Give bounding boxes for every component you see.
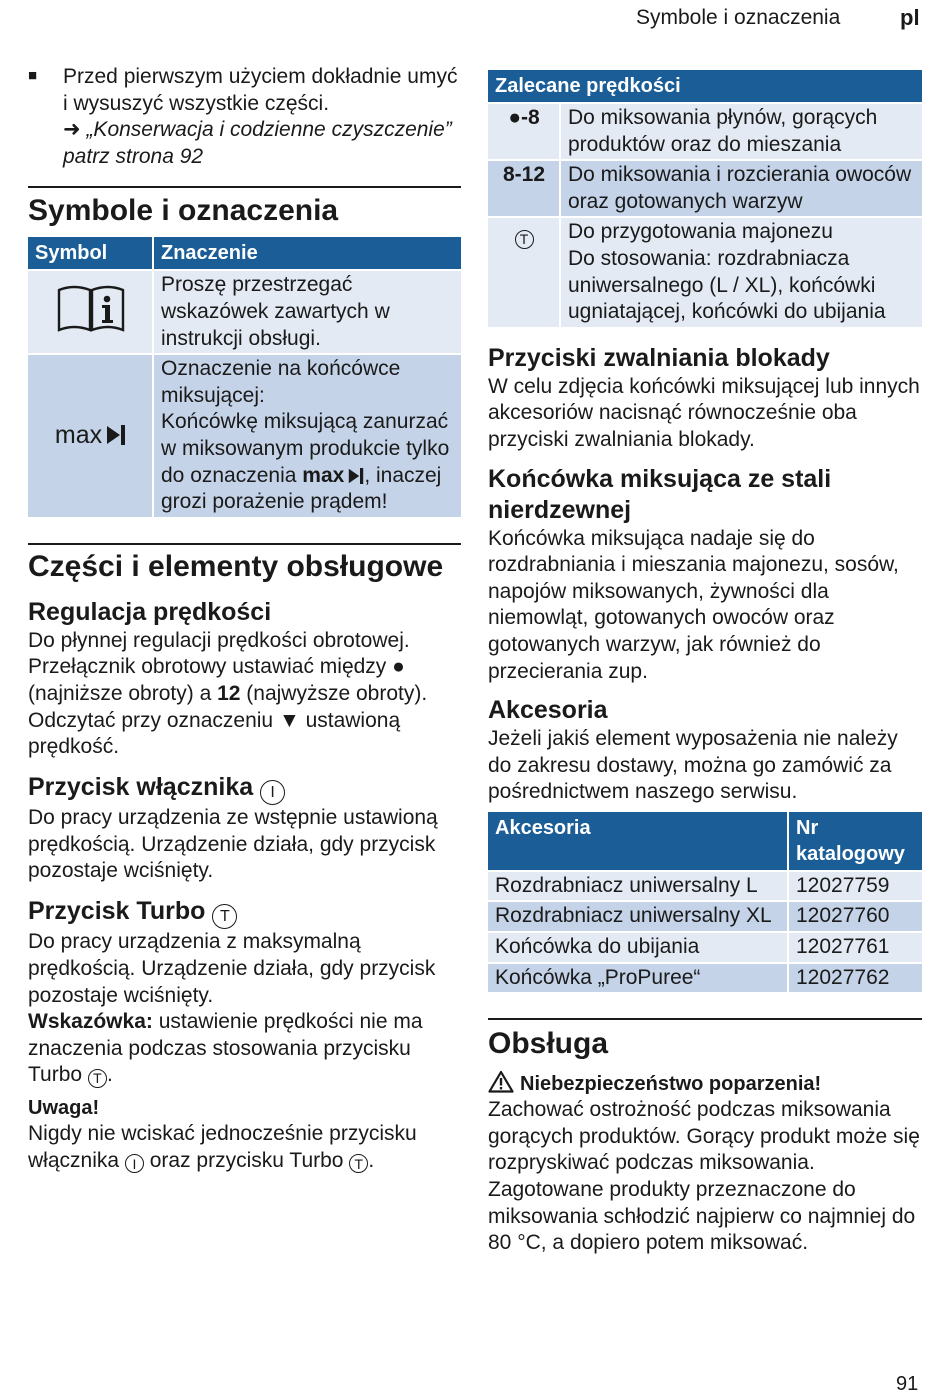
page-number: 91 (896, 1373, 919, 1395)
power-heading (28, 772, 461, 806)
turbo-icon: T (515, 230, 534, 249)
power-icon: I (260, 780, 285, 805)
speed-text-line-2: Do stosowania: rozdrabniacza uniwersalnego (L / XL), końcówki ugniatającej, końcówki do ubijania (568, 246, 886, 324)
power-text: Do pracy urządzenia ze wstępnie ustawioną prędkością. Urządzenie działa, gdy przycisk pozostaje wciśnięty. (28, 806, 438, 883)
speed-text-cell: Do miksowania płynów, gorących produktów oraz do mieszania (561, 104, 922, 159)
steel-text: Końcówka miksująca nadaje się do rozdrabniania i mieszania majonezu, sosów, napojów miksowanych, żywności dla niemowląt, gotowanych owoców oraz gotowanych warzyw, jak również do przecierania zup. (488, 526, 899, 683)
intro-reference (63, 117, 461, 170)
accessory-name: Końcówka „ProPuree“ (488, 964, 787, 993)
note-label: Uwaga! (28, 1097, 100, 1120)
table-row (488, 872, 922, 901)
meaning-cell: Proszę przestrzegać wskazówek zawartych w instrukcji obsługi. (154, 271, 461, 353)
hint-text (28, 1009, 461, 1089)
table-row (488, 161, 922, 216)
speed-symbol-cell: ●-8 (488, 104, 559, 159)
meaning-cell (154, 355, 461, 517)
intro-text: Przed pierwszym użyciem dokładnie umyć i wysuszyć wszystkie części. (63, 65, 458, 115)
turbo-heading (28, 896, 461, 930)
hint-end: . (106, 1063, 113, 1087)
max-mark-inline-label: max (302, 463, 345, 487)
max-mark-inline (302, 463, 364, 490)
manual-info-icon (56, 282, 126, 334)
power-icon: I (125, 1154, 144, 1173)
table-row (488, 902, 922, 931)
release-text: W celu zdjęcia końcówki miksującej lub innych akcesoriów nacisnąć równocześnie oba przyciski zwalniania blokady. (488, 374, 920, 451)
accessories-heading: Akcesoria (488, 696, 608, 725)
release-heading: Przyciski zwalniania blokady (488, 343, 830, 372)
accessory-name: Rozdrabniacz uniwersalny XL (488, 902, 787, 931)
table-row (488, 104, 922, 159)
speed-text-2: (najwyższe obroty). Odczytać przy oznaczeniu ▼ ustawioną prędkość. (28, 681, 428, 759)
hint-body: ustawienie prędkości nie ma znaczenia podczas stosowania przycisku Turbo (28, 1010, 423, 1087)
section-divider (488, 1018, 922, 1020)
running-header-title: Symbole i oznaczenia (636, 6, 841, 29)
accessory-nr: 12027762 (789, 964, 922, 993)
accessory-name: Końcówka do ubijania (488, 933, 787, 962)
intro-reference-text: „Konserwacja i codzienne czyszczenie” patrz strona 92 (63, 118, 452, 168)
right-column (488, 68, 922, 1257)
warning-text: Zachować ostrożność podczas miksowania gorących produktów. Gorący produkt może się rozpryskiwać podczas miksowania. Zagotowane produkty przeznaczone do miksowania schłodzić najpierw co najmniej do 80 °C, a dopiero potem miksować. (488, 1098, 920, 1255)
speed-text-cell (561, 218, 922, 326)
accessories-table (486, 810, 924, 994)
section-divider (28, 543, 461, 545)
bullet-marker: ■ (28, 67, 38, 84)
symbol-cell (28, 355, 152, 517)
arrow-icon: ➜ (63, 118, 81, 142)
symbols-heading: Symbole i oznaczenia (28, 194, 339, 228)
accessory-nr: 12027761 (789, 933, 922, 962)
warning-heading (488, 1070, 922, 1097)
symbol-cell (28, 271, 152, 353)
power-heading-text: Przycisk włącznika (28, 772, 254, 801)
speed-symbol-cell (488, 218, 559, 326)
symbols-col-meaning: Znaczenie (154, 237, 461, 269)
speed-text (28, 628, 461, 761)
accessories-col-name: Akcesoria (488, 812, 787, 870)
note-text-2: oraz przycisku Turbo (149, 1148, 344, 1172)
meaning-line-2 (161, 409, 455, 515)
max-mark-label: max (54, 420, 103, 449)
note-text-1: Nigdy nie wciskać jednocześnie przycisku włącznika (28, 1122, 417, 1172)
note-text (28, 1121, 461, 1174)
warning-title: Niebezpieczeństwo poparzenia! (520, 1073, 822, 1096)
intro-bullet-item (28, 64, 461, 170)
table-row (488, 933, 922, 962)
accessory-nr: 12027760 (789, 902, 922, 931)
table-row (28, 271, 461, 353)
accessories-col-nr: Nr katalogowy (789, 812, 922, 870)
operation-heading: Obsługa (488, 1027, 609, 1061)
accessory-name: Rozdrabniacz uniwersalny L (488, 872, 787, 901)
meaning-text-end: , inaczej grozi porażenie prądem! (161, 463, 442, 514)
steel-heading: Końcówka miksująca ze stali nierdzewnej (488, 464, 832, 524)
table-row (488, 964, 922, 993)
parts-heading: Części i elementy obsługowe (28, 549, 444, 583)
speed-text-line-1: Do przygotowania majonezu (568, 220, 833, 244)
speeds-table-title: Zalecane prędkości (488, 70, 922, 102)
speed-text-cell: Do miksowania i rozcierania owoców oraz gotowanych warzyw (561, 161, 922, 216)
turbo-icon: T (349, 1154, 368, 1173)
symbols-col-symbol: Symbol (28, 237, 152, 269)
speeds-table (486, 68, 924, 329)
turbo-icon: T (88, 1069, 107, 1088)
max-marker-icon (106, 424, 126, 446)
warning-icon (488, 1070, 514, 1093)
table-row (28, 355, 461, 517)
speed-symbol-cell: 8-12 (488, 161, 559, 216)
turbo-text: Do pracy urządzenia z maksymalną prędkością. Urządzenie działa, gdy przycisk pozostaje wciśnięty. (28, 930, 436, 1007)
accessories-text: Jeżeli jakiś element wyposażenia nie należy do zakresu dostawy, można go zamówić za pośrednictwem naszego serwisu. (488, 727, 898, 804)
speed-text-1: Do płynnej regulacji prędkości obrotowej. Przełącznik obrotowy ustawiać między ● (najniższe obroty) a (28, 628, 410, 705)
meaning-line-1: Oznaczenie na końcówce miksującej: (161, 357, 401, 407)
table-row (488, 218, 922, 326)
meaning-text: Końcówkę miksującą zanurzać w miksowanym produkcie tylko do oznaczenia (161, 410, 450, 487)
turbo-heading-text: Przycisk Turbo (28, 896, 206, 925)
speed-max-value: 12 (217, 681, 241, 705)
max-mark-symbol (55, 422, 126, 449)
symbols-table (26, 235, 463, 518)
turbo-icon: T (212, 904, 237, 929)
accessory-nr: 12027759 (789, 872, 922, 901)
section-divider (28, 186, 461, 188)
running-header-language: pl (900, 5, 920, 30)
hint-label: Wskazówka: (28, 1010, 153, 1034)
note-end: . (368, 1148, 375, 1172)
speed-heading: Regulacja prędkości (28, 597, 272, 626)
left-column (28, 64, 461, 1174)
max-marker-icon (348, 467, 364, 485)
